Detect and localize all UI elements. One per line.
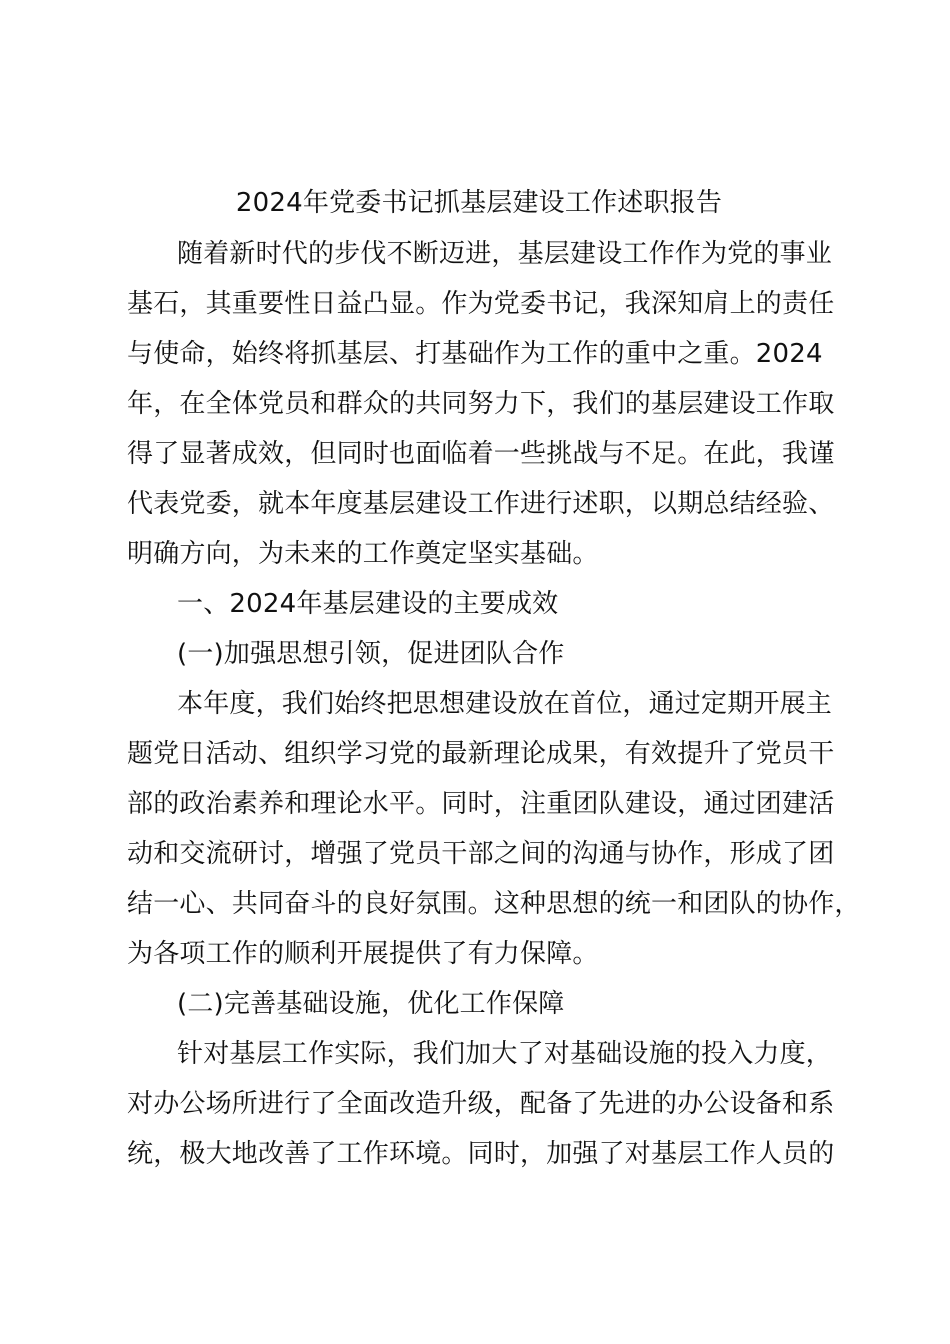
body-line: 题党日活动、组织学习党的最新理论成果，有效提升了党员干 bbox=[127, 739, 835, 769]
body-line: 针对基层工作实际，我们加大了对基础设施的投入力度， bbox=[177, 1039, 833, 1069]
body-line: 与使命，始终将抓基层、打基础作为工作的重中之重。2024 bbox=[127, 339, 823, 369]
body-line: 明确方向，为未来的工作奠定坚实基础。 bbox=[127, 539, 599, 569]
body-line: 对办公场所进行了全面改造升级，配备了先进的办公设备和系 bbox=[127, 1089, 835, 1119]
body-line: 部的政治素养和理论水平。同时，注重团队建设，通过团建活 bbox=[127, 789, 835, 819]
section-heading: 一、2024年基层建设的主要成效 bbox=[177, 589, 559, 619]
subsection-heading: (一)加强思想引领，促进团队合作 bbox=[177, 639, 565, 669]
body-line: 随着新时代的步伐不断迈进，基层建设工作作为党的事业 bbox=[177, 239, 833, 269]
body-line: 动和交流研讨，增强了党员干部之间的沟通与协作，形成了团 bbox=[127, 839, 835, 869]
body-line: 本年度，我们始终把思想建设放在首位，通过定期开展主 bbox=[177, 689, 833, 719]
body-line: 为各项工作的顺利开展提供了有力保障。 bbox=[127, 939, 599, 969]
body-line: 代表党委，就本年度基层建设工作进行述职，以期总结经验、 bbox=[127, 489, 835, 519]
document-title: 2024年党委书记抓基层建设工作述职报告 bbox=[235, 188, 723, 218]
body-line: 基石，其重要性日益凸显。作为党委书记，我深知肩上的责任 bbox=[127, 289, 835, 319]
body-line: 年，在全体党员和群众的共同努力下，我们的基层建设工作取 bbox=[127, 389, 835, 419]
body-line: 统，极大地改善了工作环境。同时，加强了对基层工作人员的 bbox=[127, 1139, 835, 1169]
body-line: 得了显著成效，但同时也面临着一些挑战与不足。在此，我谨 bbox=[127, 439, 835, 469]
body-line: 结一心、共同奋斗的良好氛围。这种思想的统一和团队的协作， bbox=[127, 889, 861, 919]
subsection-heading: (二)完善基础设施，优化工作保障 bbox=[177, 989, 565, 1019]
